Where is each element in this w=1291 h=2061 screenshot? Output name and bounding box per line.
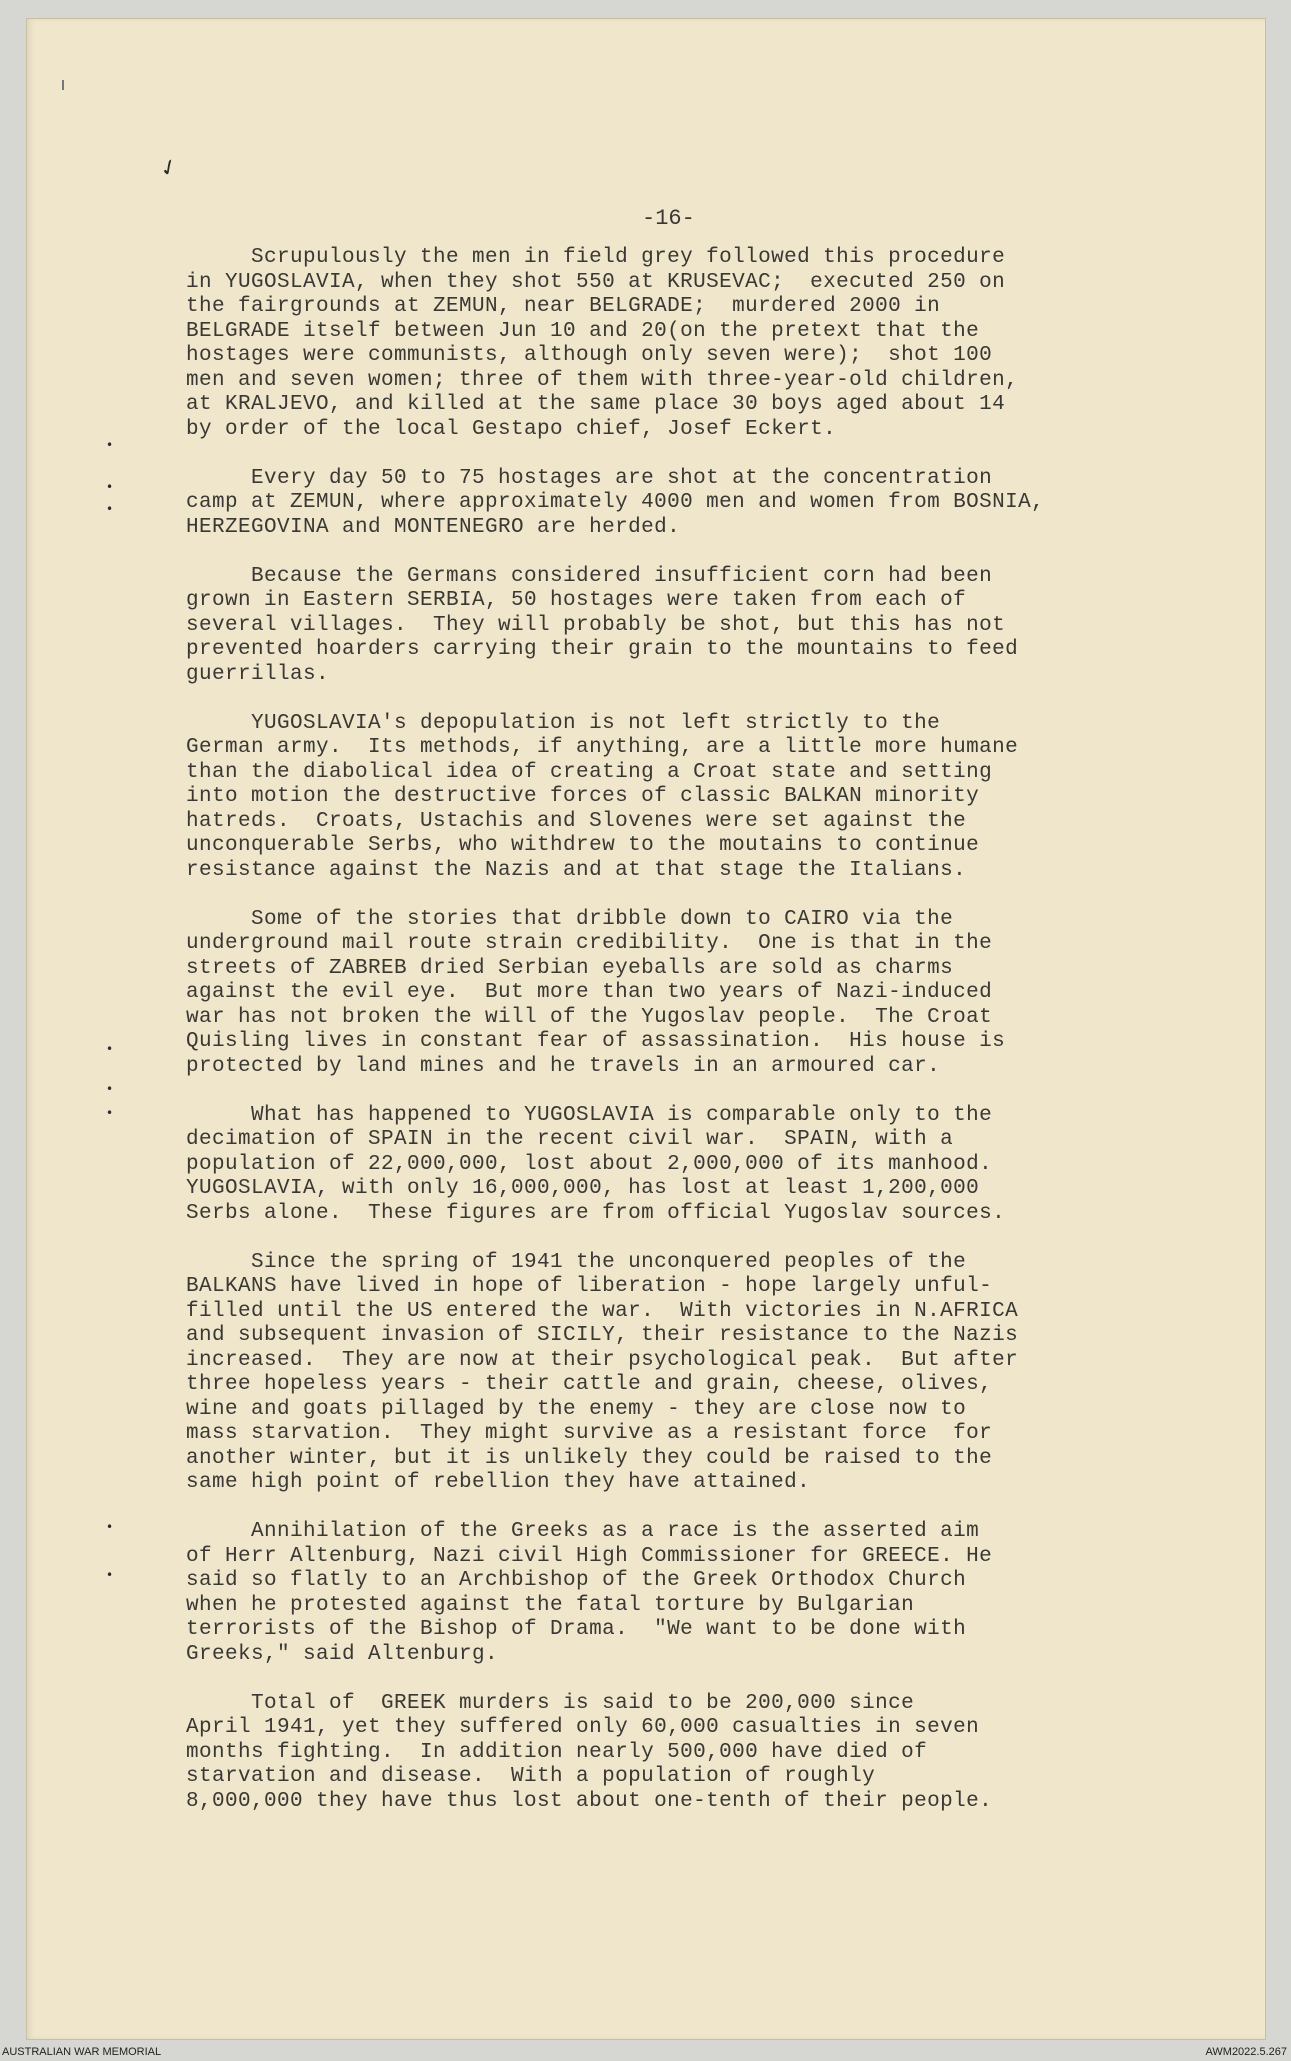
paragraph: [186, 1251, 1176, 1496]
text-line: hatreds. Croats, Ustachis and Slovenes were set against the: [186, 809, 967, 833]
text-line: Every day 50 to 75 hostages are shot at the concentration: [186, 466, 993, 490]
text-line: same high point of rebellion they have attained.: [186, 1471, 811, 1494]
text-line: camp at ZEMUN, where approximately 4000 men and women from BOSNIA,: [186, 491, 1045, 514]
text-line: Since the spring of 1941 the unconquered peoples of the: [186, 1250, 967, 1274]
check-mark-icon: ✓: [155, 153, 183, 184]
text-line: and subsequent invasion of SICILY, their resistance to the Nazis: [186, 1324, 1019, 1347]
paragraph: [186, 246, 1176, 442]
text-line: wine and goats pillaged by the enemy - they are close now to: [186, 1397, 967, 1421]
paragraph: [186, 1104, 1176, 1227]
text-line: Some of the stories that dribble down to CAIRO via the: [186, 907, 954, 931]
footer-archive-name: AUSTRALIAN WAR MEMORIAL: [2, 2046, 162, 2058]
margin-dot: •: [106, 438, 114, 452]
text-line: by order of the local Gestapo chief, Josef Eckert.: [186, 417, 837, 441]
text-line: several villages. They will probably be shot, but this has not: [186, 613, 1006, 637]
footer-reference-code: AWM2022.5.267: [1205, 2046, 1287, 2058]
text-line: population of 22,000,000, lost about 2,000,000 of its manhood.: [186, 1152, 993, 1176]
text-line: increased. They are now at their psychological peak. But after: [186, 1348, 1019, 1372]
text-line: guerrillas.: [186, 662, 330, 686]
margin-dot: •: [106, 1520, 114, 1534]
typed-body: [186, 246, 1176, 1839]
margin-dot: •: [106, 1042, 114, 1056]
paragraph: [186, 467, 1176, 541]
text-line: YUGOSLAVIA's depopulation is not left strictly to the: [186, 711, 941, 735]
text-line: prevented hoarders carrying their grain to the mountains to feed: [186, 638, 1019, 661]
text-line: starvation and disease. With a population of roughly: [186, 1765, 876, 1788]
text-line: German army. Its methods, if anything, are a little more humane: [186, 736, 1019, 759]
text-line: into motion the destructive forces of classic BALKAN minority: [186, 785, 980, 808]
text-line: Total of GREEK murders is said to be 200,000 since: [186, 1691, 915, 1715]
text-line: three hopeless years - their cattle and grain, cheese, olives,: [186, 1373, 993, 1396]
text-line: BELGRADE itself between Jun 10 and 20(on the pretext that the: [186, 319, 980, 343]
text-line: at KRALJEVO, and killed at the same place 30 boys aged about 14: [186, 393, 1006, 416]
text-line: What has happened to YUGOSLAVIA is comparable only to the: [186, 1103, 993, 1127]
text-line: grown in Eastern SERBIA, 50 hostages were taken from each of: [186, 589, 967, 612]
paragraph: [186, 1692, 1176, 1815]
text-line: months fighting. In addition nearly 500,000 have died of: [186, 1740, 928, 1764]
text-line: hostages were communists, although only seven were); shot 100: [186, 344, 993, 367]
text-line: unconquerable Serbs, who withdrew to the moutains to continue: [186, 834, 980, 857]
text-line: streets of ZABREB dried Serbian eyeballs are sold as charms: [186, 956, 954, 980]
text-line: of Herr Altenburg, Nazi civil High Commissioner for GREECE. He: [186, 1544, 993, 1568]
text-line: when he protested against the fatal torture by Bulgarian: [186, 1593, 915, 1617]
margin-dot: •: [106, 1568, 114, 1582]
paragraph: [186, 712, 1176, 884]
text-line: Because the Germans considered insufficient corn had been: [186, 564, 993, 588]
text-line: Scrupulously the men in field grey followed this procedure: [186, 246, 1006, 269]
text-line: BALKANS have lived in hope of liberation - hope largely unful-: [186, 1275, 993, 1298]
text-line: another winter, but it is unlikely they could be raised to the: [186, 1446, 993, 1470]
text-line: against the evil eye. But more than two years of Nazi-induced: [186, 981, 993, 1004]
text-line: underground mail route strain credibility. One is that in the: [186, 932, 993, 955]
text-line: April 1941, yet they suffered only 60,000 casualties in seven: [186, 1716, 980, 1739]
margin-mark: [62, 80, 64, 90]
text-line: mass starvation. They might survive as a resistant force for: [186, 1422, 993, 1445]
text-line: Annihilation of the Greeks as a race is the asserted aim: [186, 1520, 980, 1543]
margin-dot: •: [106, 1082, 114, 1096]
document-page: [26, 18, 1266, 2040]
text-line: HERZEGOVINA and MONTENEGRO are herded.: [186, 515, 681, 539]
text-line: men and seven women; three of them with three-year-old children,: [186, 368, 1019, 392]
text-line: 8,000,000 they have thus lost about one-tenth of their people.: [186, 1789, 993, 1813]
text-line: decimation of SPAIN in the recent civil war. SPAIN, with a: [186, 1128, 954, 1151]
text-line: in YUGOSLAVIA, when they shot 550 at KRUSEVAC; executed 250 on: [186, 270, 1006, 294]
margin-dot: •: [106, 480, 114, 494]
text-line: protected by land mines and he travels in an armoured car.: [186, 1054, 941, 1078]
text-line: filled until the US entered the war. With victories in N.AFRICA: [186, 1299, 1019, 1323]
margin-dot: •: [106, 502, 114, 516]
paragraph: [186, 908, 1176, 1080]
text-line: Quisling lives in constant fear of assassination. His house is: [186, 1030, 1006, 1053]
page-number: -16-: [642, 206, 695, 231]
text-line: the fairgrounds at ZEMUN, near BELGRADE; murdered 2000 in: [186, 295, 941, 318]
paragraph: [186, 565, 1176, 688]
paragraph: [186, 1520, 1176, 1667]
text-line: war has not broken the will of the Yugoslav people. The Croat: [186, 1005, 993, 1029]
text-line: resistance against the Nazis and at that stage the Italians.: [186, 858, 967, 882]
margin-dot: •: [106, 1106, 114, 1120]
text-line: than the diabolical idea of creating a Croat state and setting: [186, 760, 993, 784]
text-line: YUGOSLAVIA, with only 16,000,000, has lost at least 1,200,000: [186, 1177, 980, 1200]
text-line: terrorists of the Bishop of Drama. "We want to be done with: [186, 1618, 967, 1641]
text-line: said so flatly to an Archbishop of the Greek Orthodox Church: [186, 1569, 967, 1592]
text-line: Serbs alone. These figures are from official Yugoslav sources.: [186, 1201, 1006, 1225]
text-line: Greeks," said Altenburg.: [186, 1642, 499, 1666]
